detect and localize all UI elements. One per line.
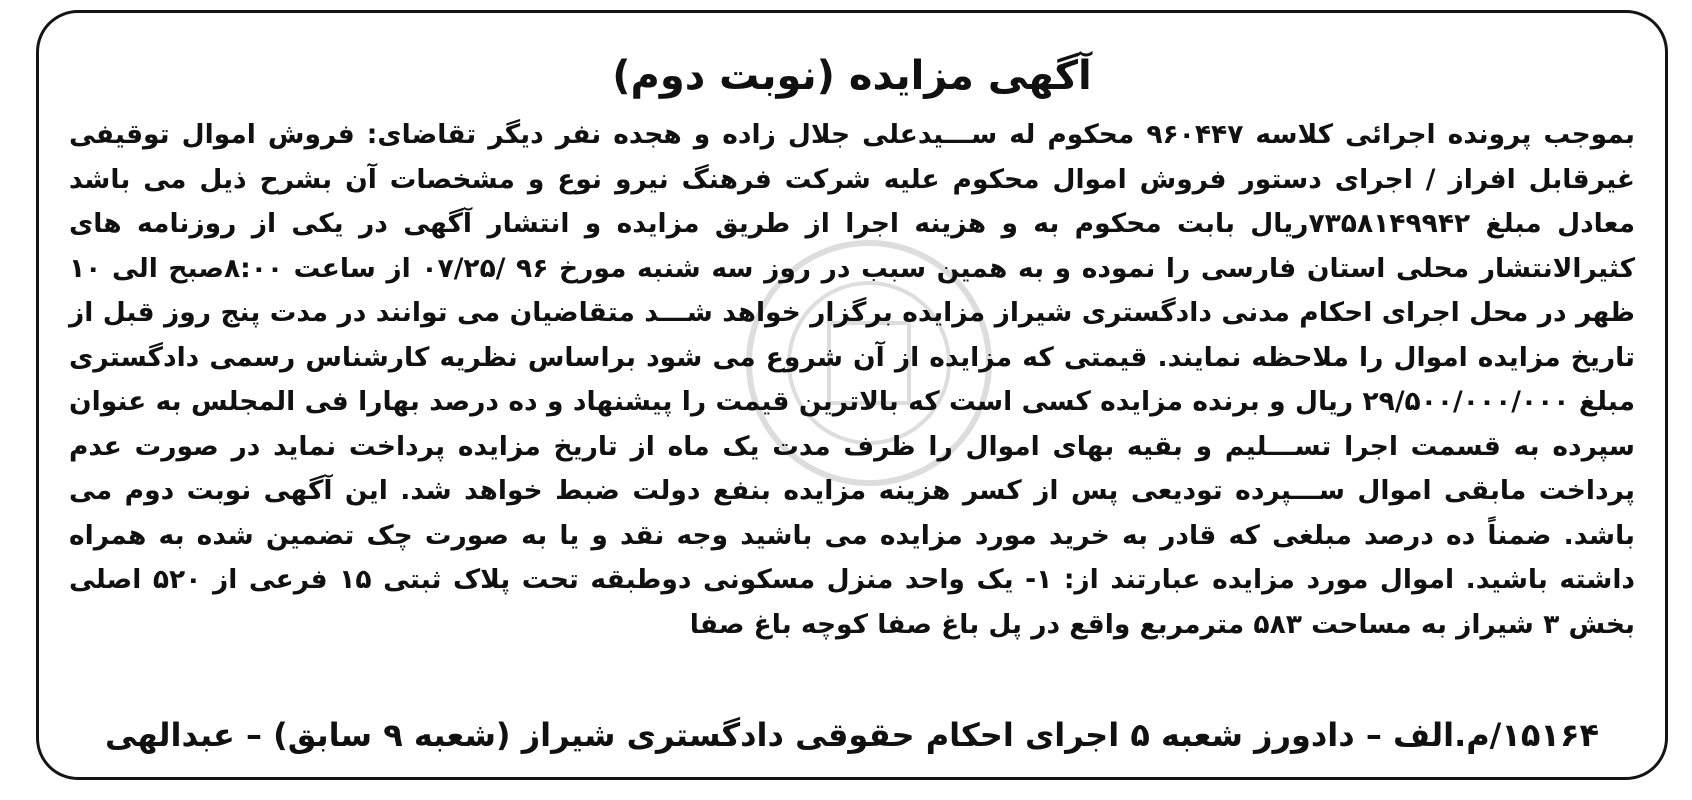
notice-body: بموجب پرونده اجرائی کلاسه ۹۶۰۴۴۷ محکوم له ســـیدعلی جلال زاده و هجده نفر دیگر تقاضای: فروش اموال توقیفی غیرقابل افراز / اجرای دستور فروش اموال محکوم علیه شرکت فرهنگ نیرو نوع و مشخصات آن بشرح ذیل می باشد معادل مبلغ ۷۳۵۸۱۴۹۹۴۲ریال بابت محکوم به و هزینه اجرا از طریق مزایده و انتشار آگهی در یکی از روزنامه های کثیرالانتشار محلی استان فارسی را نموده و به همین سبب در روز سه شنبه مورخ ۹۶ /۰۷/۲۵ از ساعت ۸:۰۰صبح الی ۱۰ ظهر در محل اجرای احکام مدنی دادگستری شیراز مزایده برگزار خواهد شـــد متقاضیان می توانند در مدت پنج روز قبل از تاریخ مزایده اموال را ملاحظه نمایند. قیمتی که مزایده از آن شروع می شود براساس نظریه کارشناس رسمی دادگستری مبلغ ۲۹/۵۰۰/۰۰۰/۰۰۰ ریال و برنده مزایده کسی است که بالاترین قیمت را پیشنهاد و ده درصد بهارا فی المجلس به عنوان سپرده به قسمت اجرا تســـلیم و بقیه بهای اموال را ظرف مدت یک ماه از تاریخ مزایده پرداخت نماید در صورت عدم پرداخت مابقی اموال ســـپرده تودیعی پس از کسر هزینه مزایده بنفع دولت ضبط خواهد شد. این آگهی نوبت دوم می باشد. ضمناً ده درصد مبلغی که قادر به خرید مورد مزایده می باشید وجه نقد و یا به صورت چک تضمین شده به همراه داشته باشید. اموال مورد مزایده عبارتند از: ۱- یک واحد منزل مسکونی دوطبقه تحت پلاک ثبتی ۱۵ فرعی از ۵۲۰ اصلی بخش ۳ شیراز به مساحت ۵۸۳ مترمربع واقع در پل باغ صفا کوچه باغ صفا: [69, 119, 1636, 640]
notice-footer: ۱۵۱۶۴/م.الف – دادورز شعبه ۵ اجرای احکام حقوقی دادگستری شیراز (شعبه ۹ سابق) – عبدالهی: [104, 716, 1600, 754]
notice-title: آگهی مزایده (نوبت دوم): [612, 53, 1092, 99]
notice-frame: [36, 10, 1668, 780]
